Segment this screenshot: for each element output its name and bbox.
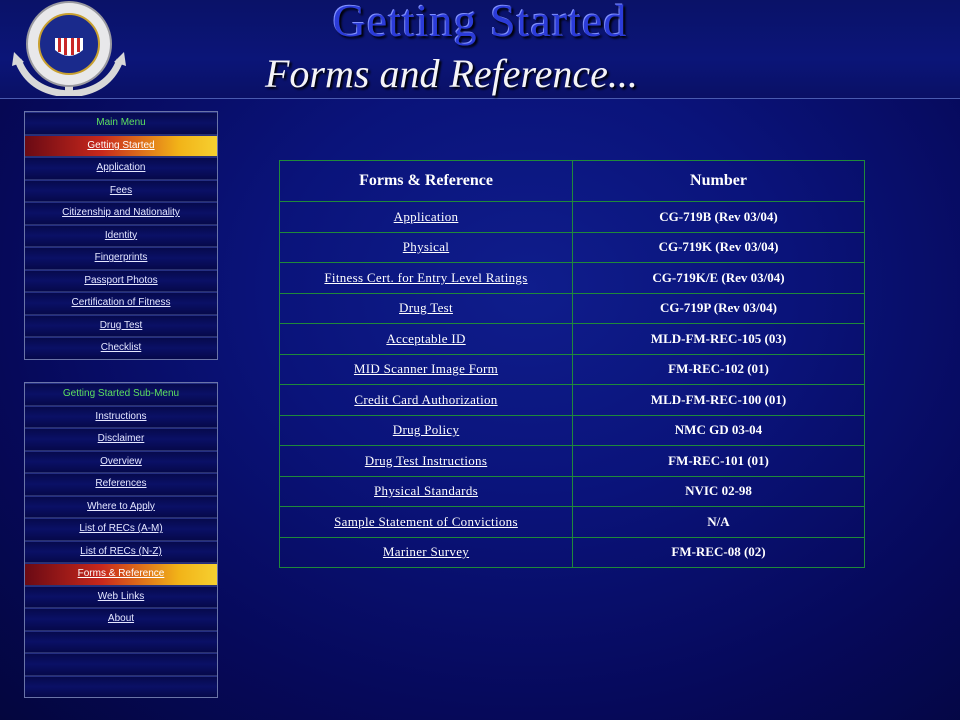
table-row — [280, 232, 865, 263]
forms-table — [279, 160, 865, 568]
nav-fingerprints[interactable]: Fingerprints — [25, 247, 217, 270]
form-link[interactable]: Drug Test Instructions — [280, 446, 573, 477]
form-number: CG-719K/E (Rev 03/04) — [573, 263, 865, 294]
table-row — [280, 385, 865, 416]
form-link[interactable]: Drug Test — [280, 293, 573, 324]
form-number: FM-REC-101 (01) — [573, 446, 865, 477]
nav-disclaimer[interactable]: Disclaimer — [25, 428, 217, 451]
table-row — [280, 537, 865, 568]
table-row — [280, 354, 865, 385]
nav-empty-cell — [25, 653, 217, 676]
table-row — [280, 202, 865, 233]
nav-list-recs-n-z[interactable]: List of RECs (N-Z) — [25, 541, 217, 564]
form-link[interactable]: Drug Policy — [280, 415, 573, 446]
form-number: CG-719P (Rev 03/04) — [573, 293, 865, 324]
form-link[interactable]: MID Scanner Image Form — [280, 354, 573, 385]
nav-empty-cell — [25, 676, 217, 698]
header-forms-reference: Forms & Reference — [280, 161, 573, 202]
form-link[interactable]: Fitness Cert. for Entry Level Ratings — [280, 263, 573, 294]
nav-passport-photos[interactable]: Passport Photos — [25, 270, 217, 293]
form-number: CG-719K (Rev 03/04) — [573, 232, 865, 263]
nav-web-links[interactable]: Web Links — [25, 586, 217, 609]
table-row — [280, 415, 865, 446]
nav-where-to-apply[interactable]: Where to Apply — [25, 496, 217, 519]
nav-overview[interactable]: Overview — [25, 451, 217, 474]
main-menu — [24, 111, 218, 360]
form-number: FM-REC-08 (02) — [573, 537, 865, 568]
nav-drug-test[interactable]: Drug Test — [25, 315, 217, 338]
nav-instructions[interactable]: Instructions — [25, 406, 217, 429]
nav-application[interactable]: Application — [25, 157, 217, 180]
nav-list-recs-a-m[interactable]: List of RECs (A-M) — [25, 518, 217, 541]
form-link[interactable]: Acceptable ID — [280, 324, 573, 355]
nav-references[interactable]: References — [25, 473, 217, 496]
header-number: Number — [573, 161, 865, 202]
table-row — [280, 263, 865, 294]
nav-fees[interactable]: Fees — [25, 180, 217, 203]
table-row — [280, 324, 865, 355]
nav-certification-of-fitness[interactable]: Certification of Fitness — [25, 292, 217, 315]
form-number: FM-REC-102 (01) — [573, 354, 865, 385]
form-number: MLD-FM-REC-105 (03) — [573, 324, 865, 355]
form-link[interactable]: Physical Standards — [280, 476, 573, 507]
form-link[interactable]: Application — [280, 202, 573, 233]
table-header-row — [280, 161, 865, 202]
form-link[interactable]: Sample Statement of Convictions — [280, 507, 573, 538]
table-row — [280, 446, 865, 477]
form-link[interactable]: Mariner Survey — [280, 537, 573, 568]
page-title: Getting Started — [332, 0, 628, 46]
sub-menu — [24, 382, 218, 698]
form-number: MLD-FM-REC-100 (01) — [573, 385, 865, 416]
form-link[interactable]: Credit Card Authorization — [280, 385, 573, 416]
page-subtitle: Forms and Reference... — [265, 51, 638, 96]
form-number: NVIC 02-98 — [573, 476, 865, 507]
nav-empty-cell — [25, 631, 217, 654]
table-row — [280, 293, 865, 324]
nav-getting-started[interactable]: Getting Started — [25, 135, 217, 158]
table-row — [280, 507, 865, 538]
nav-forms-reference[interactable]: Forms & Reference — [25, 563, 217, 586]
main-menu-heading: Main Menu — [25, 112, 217, 135]
table-row — [280, 476, 865, 507]
form-number: NMC GD 03-04 — [573, 415, 865, 446]
nav-checklist[interactable]: Checklist — [25, 337, 217, 359]
nav-about[interactable]: About — [25, 608, 217, 631]
nav-identity[interactable]: Identity — [25, 225, 217, 248]
form-link[interactable]: Physical — [280, 232, 573, 263]
nav-citizenship[interactable]: Citizenship and Nationality — [25, 202, 217, 225]
form-number: CG-719B (Rev 03/04) — [573, 202, 865, 233]
form-number: N/A — [573, 507, 865, 538]
sub-menu-heading: Getting Started Sub-Menu — [25, 383, 217, 406]
